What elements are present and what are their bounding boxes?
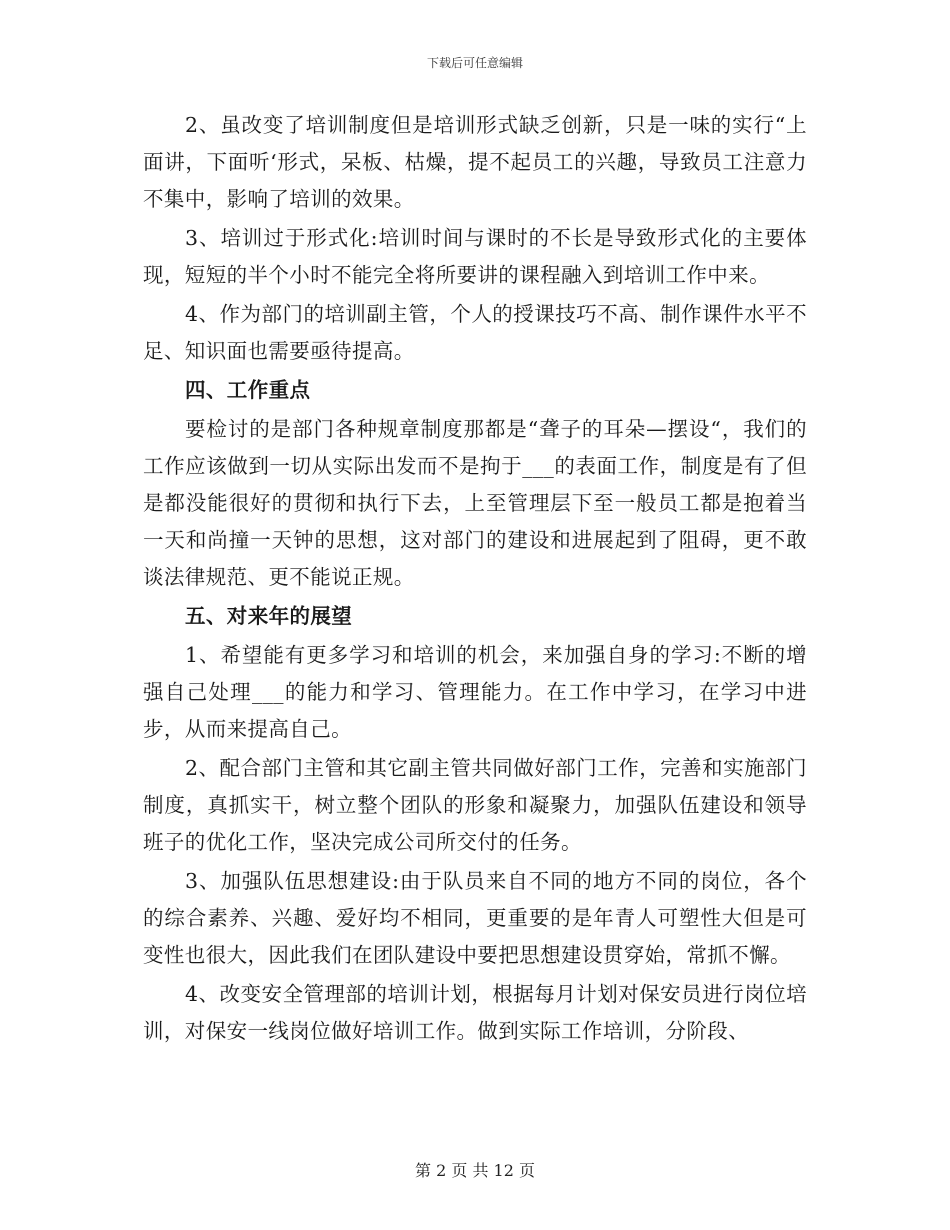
paragraph-outlook-1: 1、希望能有更多学习和培训的机会，来加强自身的学习:不断的增强自己处理___的能力和学习、管理能力。在工作中学习，在学习中进步，从而来提高自己。: [143, 643, 807, 741]
paragraph-work-focus: 要检讨的是部门各种规章制度那都是“聋子的耳朵—摆设“，我们的工作应该做到一切从实际出发而不是拘于___的表面工作，制度是有了但是都没能很好的贯彻和执行下去，上至管理层下至一般员工都是抱着当一天和尚撞一天钟的思想，这对部门的建设和进展起到了阻碍，更不敢谈法律规范、更不能说正规。: [143, 417, 807, 589]
document-body: [143, 107, 807, 1052]
paragraph-item-4: 4、作为部门的培训副主管，个人的授课技巧不高、制作课件水平不足、知识面也需要亟待提高。: [143, 302, 807, 363]
paragraph-outlook-2: 2、配合部门主管和其它副主管共同做好部门工作，完善和实施部门制度，真抓实干，树立整个团队的形象和凝聚力，加强队伍建设和领导班子的优化工作，坚决完成公司所交付的任务。: [143, 756, 807, 854]
paragraph-item-2: 2、虽改变了培训制度但是培训形式缺乏创新，只是一味的实行“上面讲，下面听‘形式，呆板、枯燥，提不起员工的兴趣，导致员工注意力不集中，影响了培训的效果。: [143, 113, 807, 211]
section-heading-outlook: 五、对来年的展望: [185, 604, 353, 628]
section-heading-work-focus: 四、工作重点: [185, 378, 311, 402]
page-number-footer: 第 2 页 共 12 页: [415, 1161, 535, 1180]
page-header: 下载后可任意编辑: [426, 56, 523, 70]
paragraph-outlook-4: 4、改变安全管理部的培训计划，根据每月计划对保安员进行岗位培训，对保安一线岗位做好培训工作。做到实际工作培训，分阶段、: [143, 982, 807, 1043]
paragraph-outlook-3: 3、加强队伍思想建设:由于队员来自不同的地方不同的岗位，各个的综合素养、兴趣、爱好均不相同，更重要的是年青人可塑性大但是可变性也很大，因此我们在团队建设中要把思想建设贯穿始，常抓不懈。: [143, 869, 807, 967]
paragraph-item-3: 3、培训过于形式化:培训时间与课时的不长是导致形式化的主要体现，短短的半个小时不能完全将所要讲的课程融入到培训工作中来。: [143, 226, 807, 287]
